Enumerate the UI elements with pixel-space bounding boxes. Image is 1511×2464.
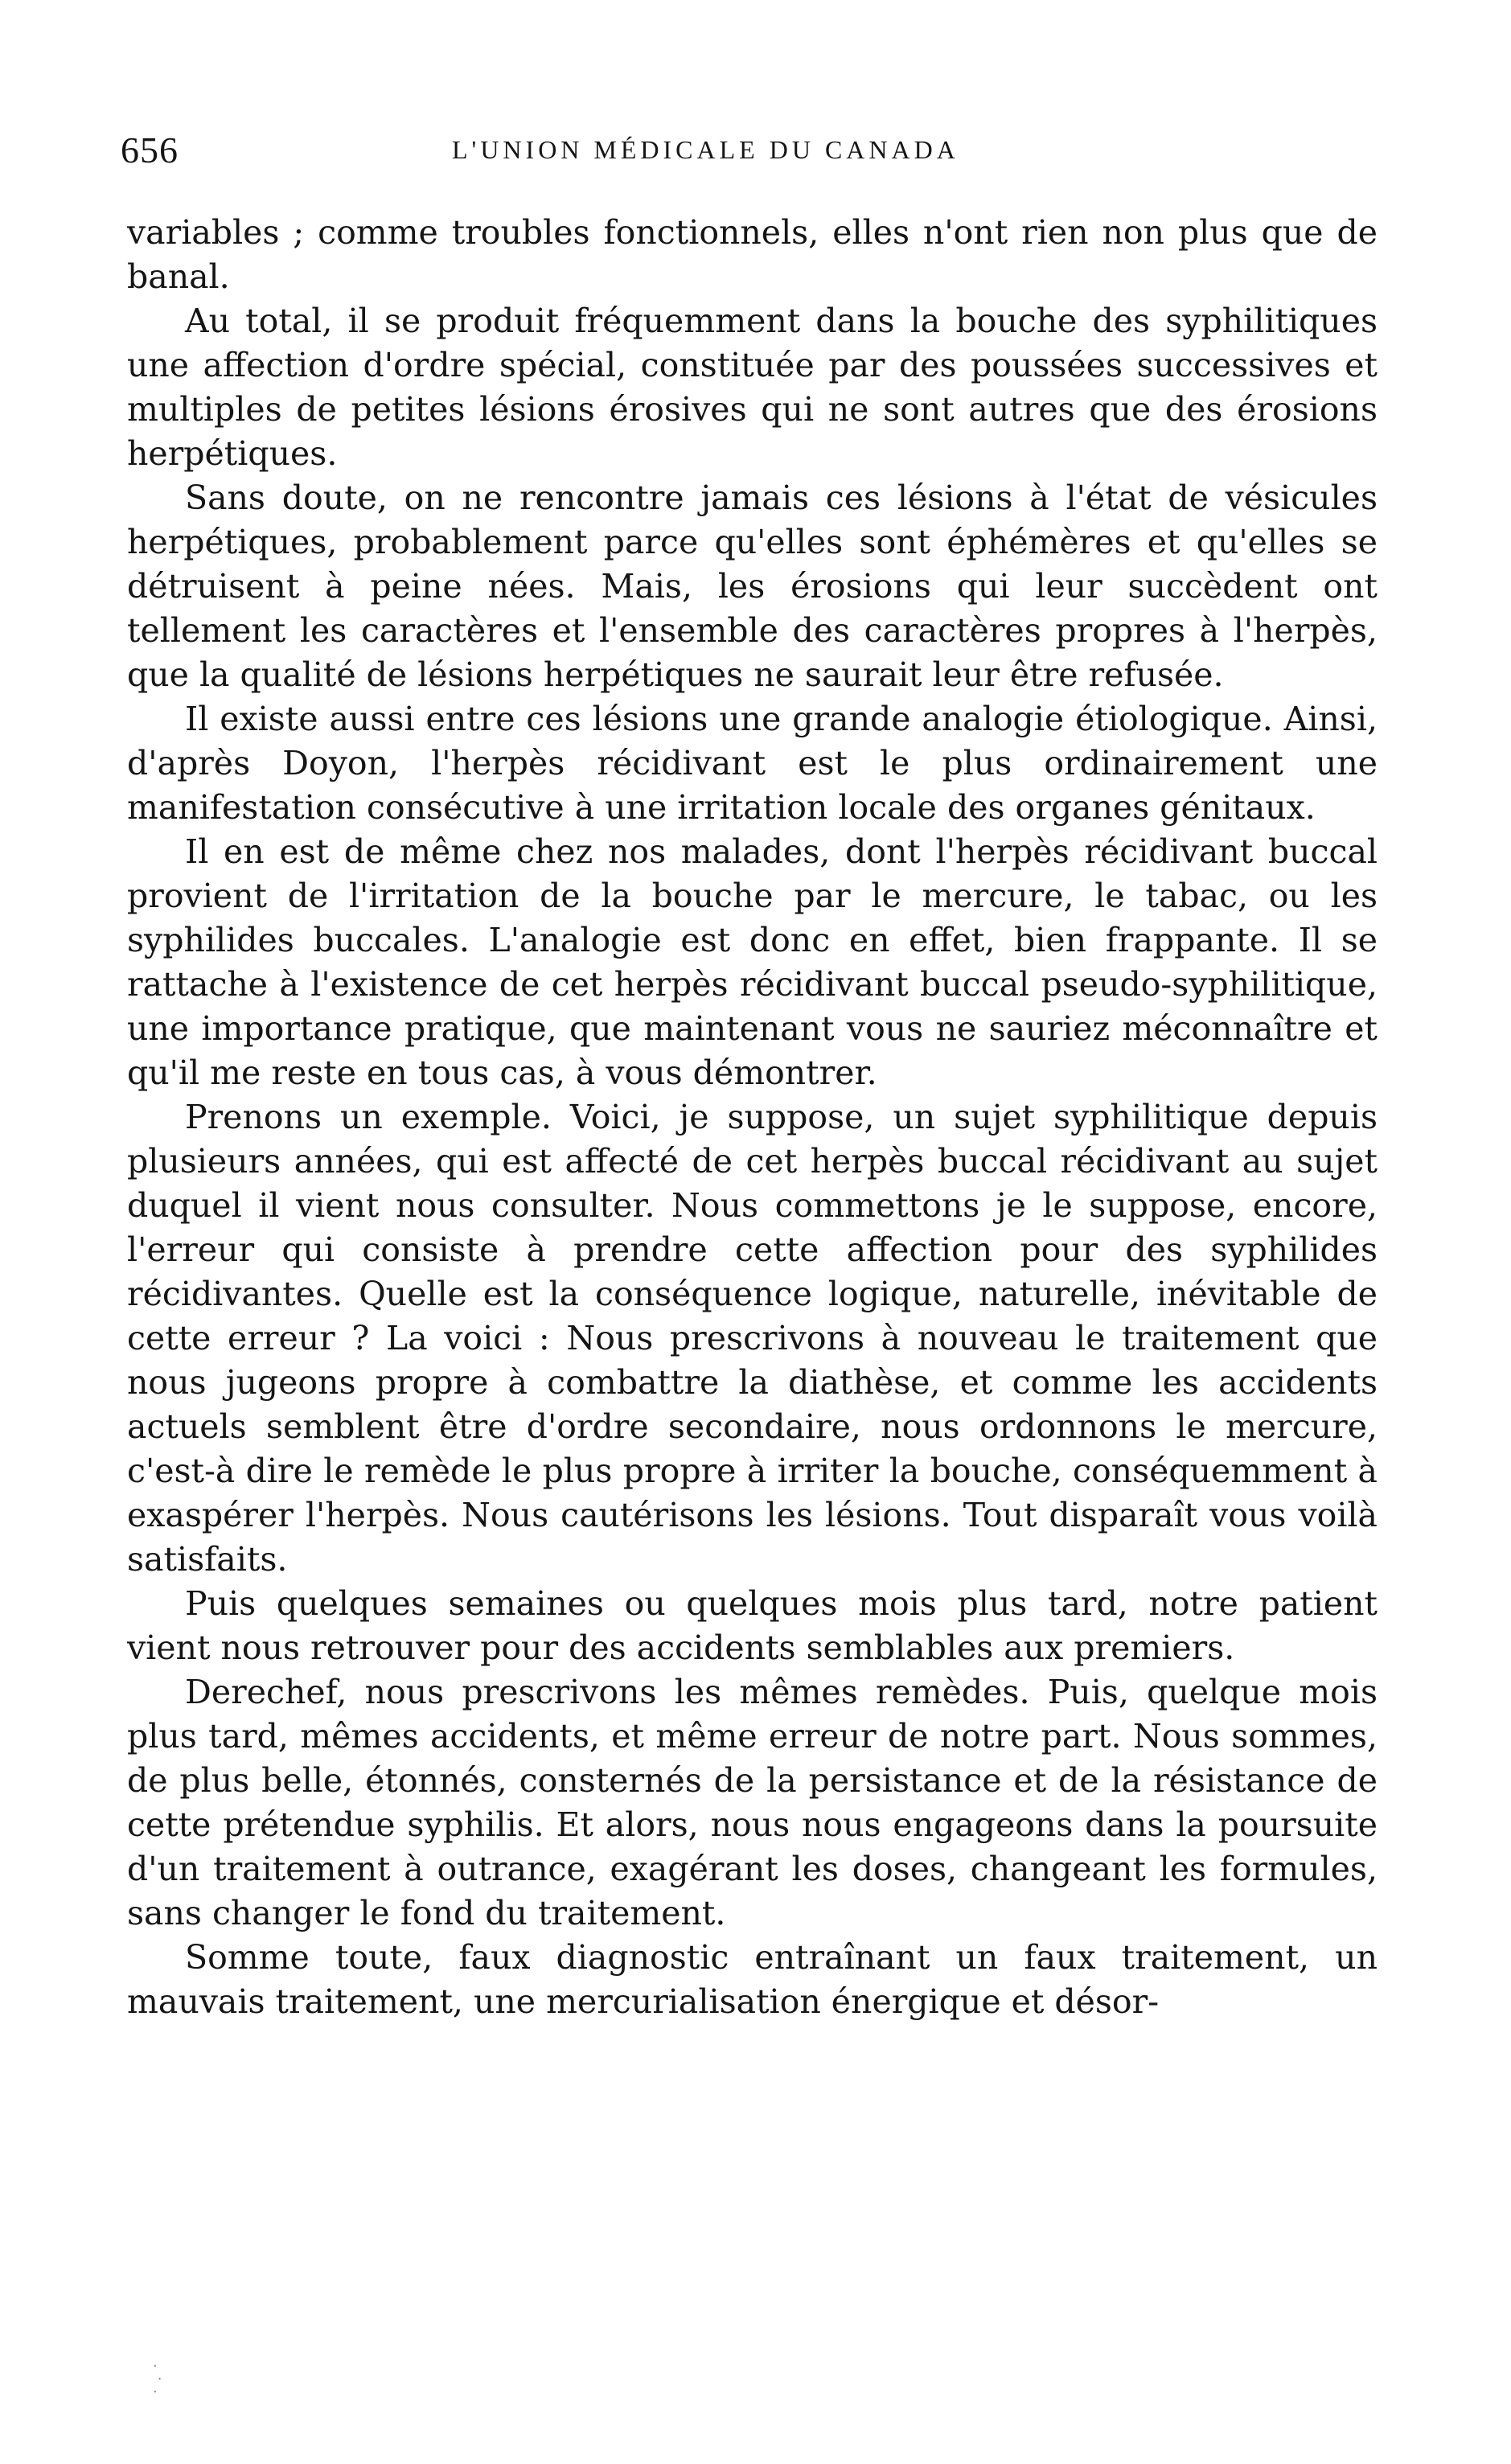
paragraph: Somme toute, faux diagnostic entraînant un faux traitement, un mauvais traitement, une mercurialisation énergique et désor-: [127, 1938, 1378, 2021]
running-head: [121, 129, 1359, 177]
paragraph: Il en est de même chez nos malades, dont l'herpès récidivant buccal provient de l'irritation de la bouche par le mercure, le tabac, ou les syphilides buccales. L'analogie est donc en effet, bien frappante. Il se rattache à l'existence de cet herpès récidivant buccal pseudo-syphilitique, une importance pratique, que maintenant vous ne sauriez méconnaître et qu'il me reste en tous cas, à vous démontrer.: [127, 832, 1378, 1092]
paragraph: Il existe aussi entre ces lésions une grande analogie étiologique. Ainsi, d'après Doyon, l'herpès récidivant est le plus ordinairement une manifestation consécutive à une irritation locale des organes génitaux.: [127, 700, 1378, 827]
paragraph: Prenons un exemple. Voici, je suppose, un sujet syphilitique depuis plusieurs années, qui est affecté de cet herpès buccal récidivant au sujet duquel il vient nous consulter. Nous commettons je le suppose, encore, l'erreur qui consiste à prendre cette affection pour des syphilides récidivantes. Quelle est la conséquence logique, naturelle, inévitable de cette erreur ? La voici : Nous prescrivons à nouveau le traitement que nous jugeons propre à combattre la diathèse, et comme les accidents actuels semblent être d'ordre secondaire, nous ordonnons le mercure, c'est-à dire le remède le plus propre à irriter la bouche, conséquemment à exaspérer l'herpès. Nous cautérisons les lésions. Tout disparaît vous voilà satisfaits.: [127, 1098, 1378, 1579]
paragraph: Puis quelques semaines ou quelques mois plus tard, notre patient vient nous retrouver pour des accidents semblables aux premiers.: [127, 1584, 1378, 1667]
paragraph: Derechef, nous prescrivons les mêmes remèdes. Puis, quelque mois plus tard, mêmes accidents, et même erreur de notre part. Nous sommes, de plus belle, étonnés, consternés de la persistance et de la résistance de cette prétendue syphilis. Et alors, nous nous engageons dans la poursuite d'un traitement à outrance, exagérant les doses, changeant les formules, sans changer le fond du traitement.: [127, 1673, 1378, 1932]
page-number: 656: [121, 129, 179, 170]
body-text: [127, 211, 1378, 2350]
paragraph-continuation: variables ; comme troubles fonctionnels, elles n'ont rien non plus que de banal.: [127, 213, 1378, 296]
journal-title: L'UNION MÉDICALE DU CANADA: [452, 135, 959, 164]
paragraph: Sans doute, on ne rencontre jamais ces lésions à l'état de vésicules herpétiques, probablement parce qu'elles sont éphémères et qu'elles se détruisent à peine nées. Mais, les érosions qui leur succèdent ont tellement les caractères et l'ensemble des caractères propres à l'herpès, que la qualité de lésions herpétiques ne saurait leur être refusée.: [127, 478, 1378, 694]
paragraph: Au total, il se produit fréquemment dans la bouche des syphilitiques une affection d'ordre spécial, constituée par des poussées successives et multiples de petites lésions érosives qui ne sont autres que des érosions herpétiques.: [127, 302, 1378, 473]
scan-specks: · · ·: [153, 2358, 162, 2400]
